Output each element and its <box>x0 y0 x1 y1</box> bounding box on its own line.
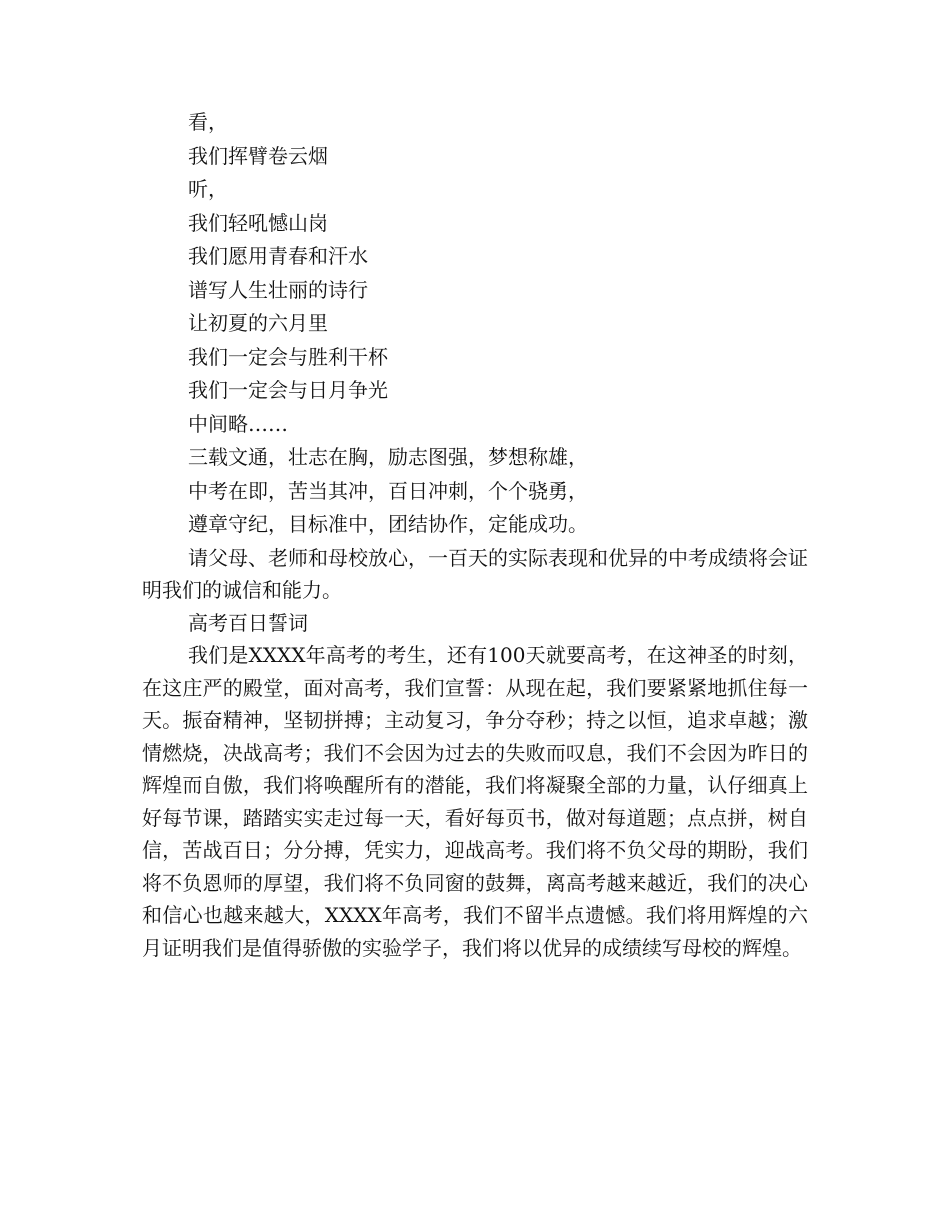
poem-line: 让初夏的六月里 <box>188 311 328 335</box>
poem-line: 听， <box>188 177 228 201</box>
poem-line: 谱写人生壮丽的诗行 <box>188 277 368 302</box>
oath-paragraph: 我们是XXXX年高考的考生，还有100天就要高考，在这神圣的时刻，在这庄严的殿堂，面对高考，我们宣誓：从现在起，我们要紧紧地抓住每一天。振奋精神，坚韧拼搏；主动复习，争分夺秒；持之以恒，追求卓越；激情燃烧，决战高考；我们不会因为过去的失败而叹息，我们不会因为昨日的辉煌而自傲，我们将唤醒所有的潜能，我们将凝聚全部的力量，认仔细真上好每节课，踏踏实实走过每一天，看好每页书，做对每道题；点点拼，树自信，苦战百日；分分搏，凭实力，迎战高考。我们将不负父母的期盼，我们将不负恩师的厚望，我们将不负同窗的鼓舞，离高考越来越近，我们的决心和信心也越来越大，XXXX年高考，我们不留半点遗憾。我们将用辉煌的六月证明我们是值得骄傲的实验学子，我们将以优异的成绩续写母校的辉煌。 <box>142 643 808 960</box>
poem-line: 我们一定会与日月争光 <box>188 378 388 402</box>
poem-line: 我们轻吼憾山岗 <box>188 210 328 235</box>
section-title: 高考百日誓词 <box>188 610 308 635</box>
poem-line: 三载文通，壮志在胸，励志图强，梦想称雄， <box>188 445 588 469</box>
poem-line: 我们愿用青春和汗水 <box>188 244 368 268</box>
document-body <box>142 106 808 964</box>
poem-line: 我们一定会与胜利干杯 <box>188 344 388 369</box>
omission-note: 中间略…… <box>188 411 288 436</box>
poem-line: 看， <box>188 110 228 134</box>
closing-paragraph: 请父母、老师和母校放心，一百天的实际表现和优异的中考成绩将会证明我们的诚信和能力。 <box>142 545 808 602</box>
poem-line: 中考在即，苦当其冲，百日冲刺，个个骁勇， <box>188 478 588 503</box>
poem-line: 我们挥臂卷云烟 <box>188 143 328 168</box>
poem-line: 遵章守纪，目标准中，团结协作，定能成功。 <box>188 512 588 536</box>
